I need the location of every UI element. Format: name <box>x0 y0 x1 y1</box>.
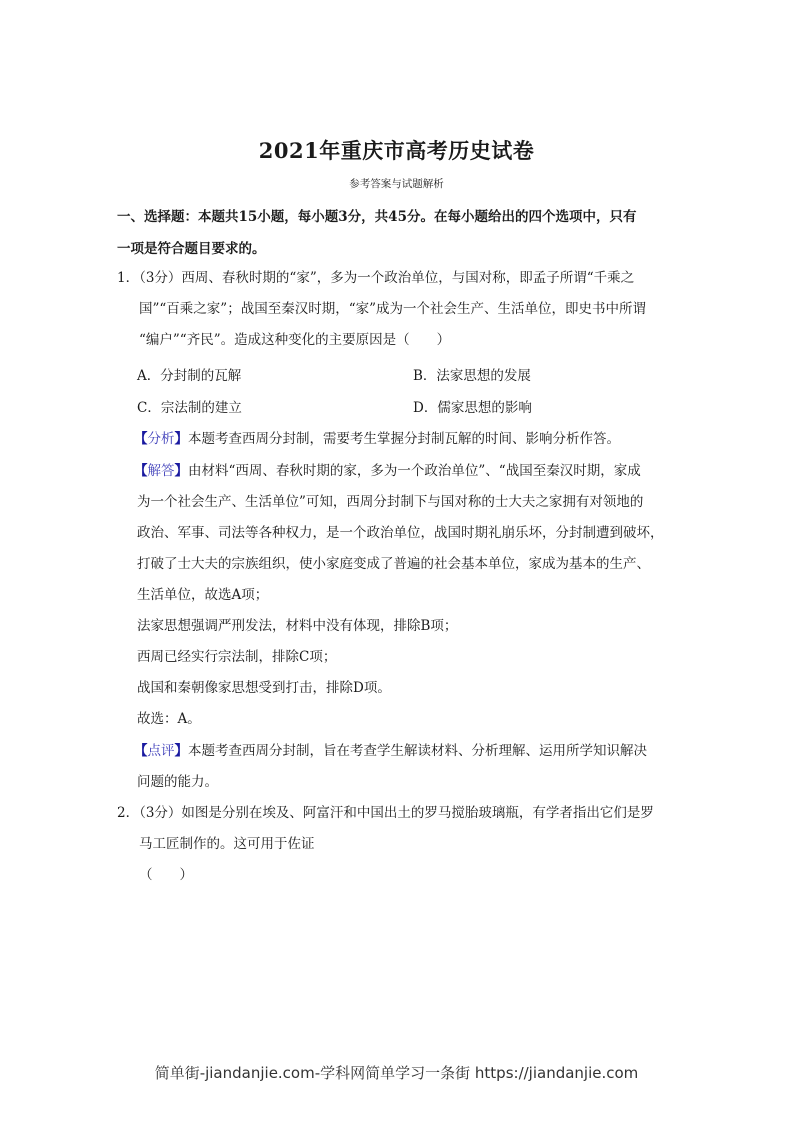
comment-first-line: 本题考查西周分封制，旨在考查学生解读材料、分析理解、运用所学知识解决 <box>188 743 647 759</box>
section-header-line-1: 一、选择题：本题共15小题，每小题3分，共45分。在每小题给出的四个选项中，只有 <box>117 209 637 225</box>
answer-line-8: 战国和秦朝像家思想受到打击，排除D项。 <box>137 680 391 696</box>
question-1-number: 1．（3分）西周、春秋时期的“家”，多为一个政治单位，与国对称，即孟子所谓“千乘之 <box>117 270 635 286</box>
comment-block: 【点评】本题考查西周分封制，旨在考查学生解读材料、分析理解、运用所学知识解决 <box>134 743 647 759</box>
analysis-text: 本题考查西周分封制，需要考生掌握分封制瓦解的时间、影响分析作答。 <box>188 431 620 447</box>
option-b: B．法家思想的发展 <box>413 368 531 384</box>
option-a: A．分封制的瓦解 <box>137 368 242 384</box>
analysis-block: 【分析】本题考查西周分封制，需要考生掌握分封制瓦解的时间、影响分析作答。 <box>134 431 620 447</box>
page-title: 2021年重庆市高考历史试卷 <box>258 138 535 163</box>
footer-watermark: 简单街-jiandanjie.com-学科网简单学习一条街 https://jiandanjie.com <box>154 1064 639 1082</box>
answer-line-2: 为一个社会生产、生活单位”可知，西周分封制下与国对称的士大夫之家拥有对领地的 <box>137 494 644 510</box>
question-2-stem-line-2: 马工匠制作的。这可用于佐证 <box>139 836 315 852</box>
answer-line-4: 打破了士大夫的宗族组织，使小家庭变成了普遍的社会基本单位，家成为基本的生产、 <box>137 556 650 572</box>
page-subtitle: 参考答案与试题解析 <box>349 178 444 190</box>
comment-tag: 点评 <box>147 743 175 759</box>
answer-line-6: 法家思想强调严刑发法，材料中没有体现，排除B项； <box>137 618 458 634</box>
answer-final: 故选：A。 <box>137 711 201 727</box>
answer-block: 【解答】由材料“西周、春秋时期的家，多为一个政治单位”、“战国至秦汉时期，家成 <box>134 463 641 479</box>
answer-line-3: 政治、军事、司法等各种权力，是一个政治单位，战国时期礼崩乐坏，分封制遭到破坏， <box>137 525 664 541</box>
option-c: C．宗法制的建立 <box>137 400 242 416</box>
section-header-line-2: 一项是符合题目要求的。 <box>117 241 266 257</box>
option-d: D．儒家思想的影响 <box>413 400 532 416</box>
question-2-stem-line-1: （3分）如图是分别在埃及、阿富汗和中国出土的罗马搅胎玻璃瓶，有学者指出它们是罗 <box>139 805 654 821</box>
question-1-stem-line-1: （3分）西周、春秋时期的“家”，多为一个政治单位，与国对称，即孟子所谓“千乘之 <box>139 270 635 286</box>
comment-line-2: 问题的能力。 <box>137 774 218 790</box>
answer-line-7: 西周已经实行宗法制，排除C项； <box>137 649 337 665</box>
analysis-tag: 分析 <box>147 431 175 447</box>
question-1-stem-line-2: 国”“百乘之家”；战国至秦汉时期，“家”成为一个社会生产、生活单位，即史书中所谓 <box>139 301 647 317</box>
question-1-stem-line-3: “编户”“齐民”。造成这种变化的主要原因是（ ） <box>139 332 451 348</box>
question-2-number: 2．（3分）如图是分别在埃及、阿富汗和中国出土的罗马搅胎玻璃瓶，有学者指出它们是罗 <box>117 805 654 821</box>
answer-first-line: 由材料“西周、春秋时期的家，多为一个政治单位”、“战国至秦汉时期，家成 <box>188 463 641 479</box>
answer-line-5: 生活单位，故选A项； <box>137 587 269 603</box>
answer-tag: 解答 <box>147 463 175 479</box>
question-2-answer-blank: （ ） <box>139 867 193 883</box>
